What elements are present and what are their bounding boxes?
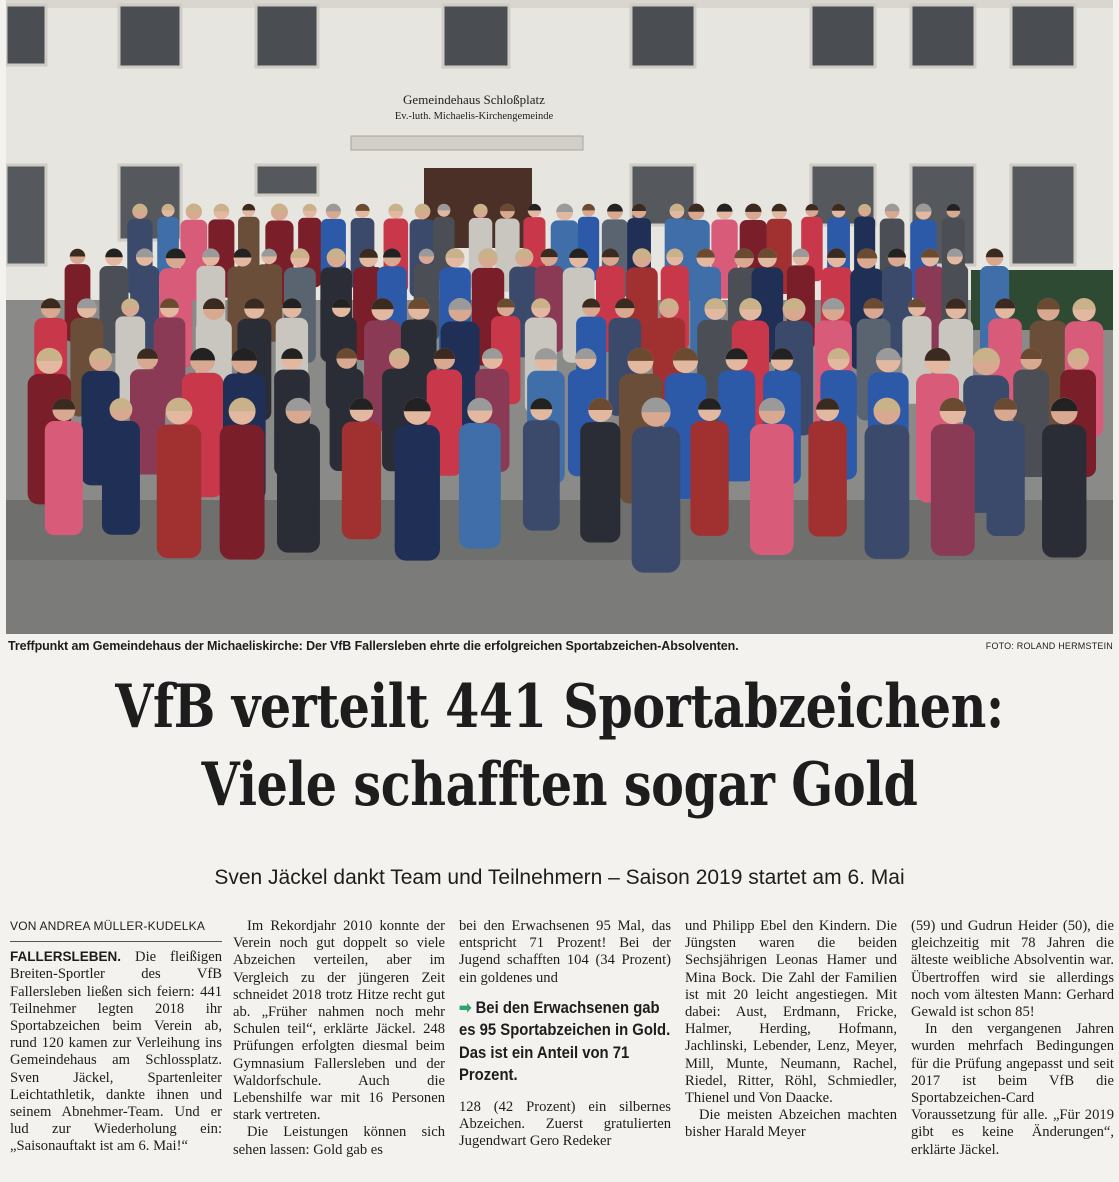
person-body [395, 425, 440, 561]
photo-credit: FOTO: ROLAND HERMSTEIN [985, 641, 1113, 651]
headline [101, 668, 1019, 824]
dateline: FALLERSLEBEN. [10, 949, 122, 965]
article-column-4 [685, 918, 897, 1142]
person-body [459, 423, 501, 549]
byline: VON ANDREA MÜLLER-KUDELKA [10, 918, 222, 942]
building-sign-line1: Gemeindehaus Schloßplatz [403, 92, 545, 107]
column-3-paragraph-1: bei den Erwachsenen 95 Mal, das entspricht 71 Prozent! Bei der Jugend schafften 104 (34 Prozent) ein goldenes und [459, 918, 671, 986]
arrow-right-icon: ➡ [459, 998, 472, 1017]
pull-quote [459, 997, 675, 1087]
article-column-2 [233, 918, 445, 1159]
column-3-paragraph-2: 128 (42 Prozent) ein silbernes Abzeichen. Zuerst gratulierten Jugendwart Gero Redeker [459, 1098, 671, 1150]
person-body [632, 427, 681, 573]
subheadline: Sven Jäckel dankt Team und Teilnehmern – Saison 2019 startet am 6. Mai [214, 866, 905, 889]
pull-quote-text: Bei den Erwachsenen gab es 95 Sportabzeichen in Gold. Das ist ein Anteil von 71 Prozent. [459, 998, 671, 1085]
person-body [157, 424, 202, 558]
column-2-paragraph-2: Die Leistungen können sich sehen lassen: Gold gab es [233, 1124, 445, 1158]
person-body [342, 422, 381, 540]
column-4-paragraph-1: und Philipp Ebel den Kindern. Die Jüngsten waren die beiden Sechsjährigen Leonas Hamer und Mina Bock. Die Zahl der Familien ist mit 20 leicht angestiegen. Mit dabei: Aust, Erdmann, Fricke, Halmer, Herding, Hofmann, Jachlinski, Lebender, Lenz, Meyer, Mill, Munte, Neumann, Rachel, Riedel, Ritter, Röhl, Schmiedler, Thienel und Von Daacke. [685, 918, 897, 1107]
person-body [45, 421, 83, 535]
person-body [102, 421, 140, 535]
article-column-3 [459, 918, 671, 1150]
person-body [808, 421, 846, 536]
group-photo-illustration [6, 0, 1113, 634]
article-column-5 [911, 918, 1114, 1159]
person-body [986, 421, 1024, 536]
headline-line1: VfB verteilt 441 Sportabzeichen: [115, 672, 1004, 742]
article-column-1 [10, 918, 222, 1156]
column-5-paragraph-2: In den vergangenen Jahren wurden mehrfach Bedingungen für die Prüfung angepasst und seit 2017 ist beim VfB die Sportabzeichen-Card Voraussetzung für alle. „Für 2019 gibt es keine Änderungen“, erklärte Jäckel. [911, 1021, 1114, 1158]
person-body [523, 420, 560, 530]
building-sign-line2: Ev.-luth. Michaelis-Kirchengemeinde [394, 111, 554, 122]
column-5-paragraph-1: (59) und Gudrun Heider (50), die gleichzeitig mit 78 Jahren die älteste weibliche Absolventin war. Übertroffen wird sie allerdings noch vom ältesten Mann: Gerhard Gewald ist schon 85! [911, 918, 1114, 1021]
column-4-paragraph-2: Die meisten Abzeichen machten bisher Harald Meyer [685, 1107, 897, 1141]
person-body [220, 425, 265, 560]
person-body [750, 424, 794, 555]
column-2-paragraph-1: Im Rekordjahr 2010 konnte der Verein noch gut doppelt so viele Abzeichen verteilen, aber im Vergleich zu der jüngeren Zeit schneidet 2018 trotz Hitze recht gut ab. „Früher nahmen noch mehr Schulen teil“, erklärte Jäckel. 248 Prüfungen erfolgten diesmal beim Gymnasium Fallersleben und der Waldorfschule. Auch die Lebenshilfe war mit 16 Personen stark vertreten. [233, 918, 445, 1124]
person-body [580, 422, 620, 542]
group-photo [6, 0, 1113, 634]
person-body [931, 424, 975, 556]
person-body [690, 421, 728, 536]
person-body [865, 425, 910, 559]
headline-line2: Viele schafften sogar Gold [201, 750, 918, 820]
photo-caption: Treffpunkt am Gemeindehaus der Michaeliskirche: Der VfB Fallersleben ehrte die erfolgreichen Sportabzeichen-Absolventen. [8, 639, 739, 653]
person-body [1042, 424, 1086, 557]
column-1-text: Die fleißigen Breiten-Sportler des VfB Fallersleben ließen sich feiern: 441 Teilnehmer legten 2018 ihr Sportabzeichen beim Verein ab, rund 120 kamen zur Verleihung ins Gemeindehaus am Schlossplatz. Sven Jäckel, Spartenleiter Leichtathletik, dankte ihnen und seinem Abnehmer-Team. Und er lud zur Wiederholung ein: „Saisonauftakt ist am 6. Mai!“ [10, 949, 222, 1155]
person-body [277, 424, 320, 553]
